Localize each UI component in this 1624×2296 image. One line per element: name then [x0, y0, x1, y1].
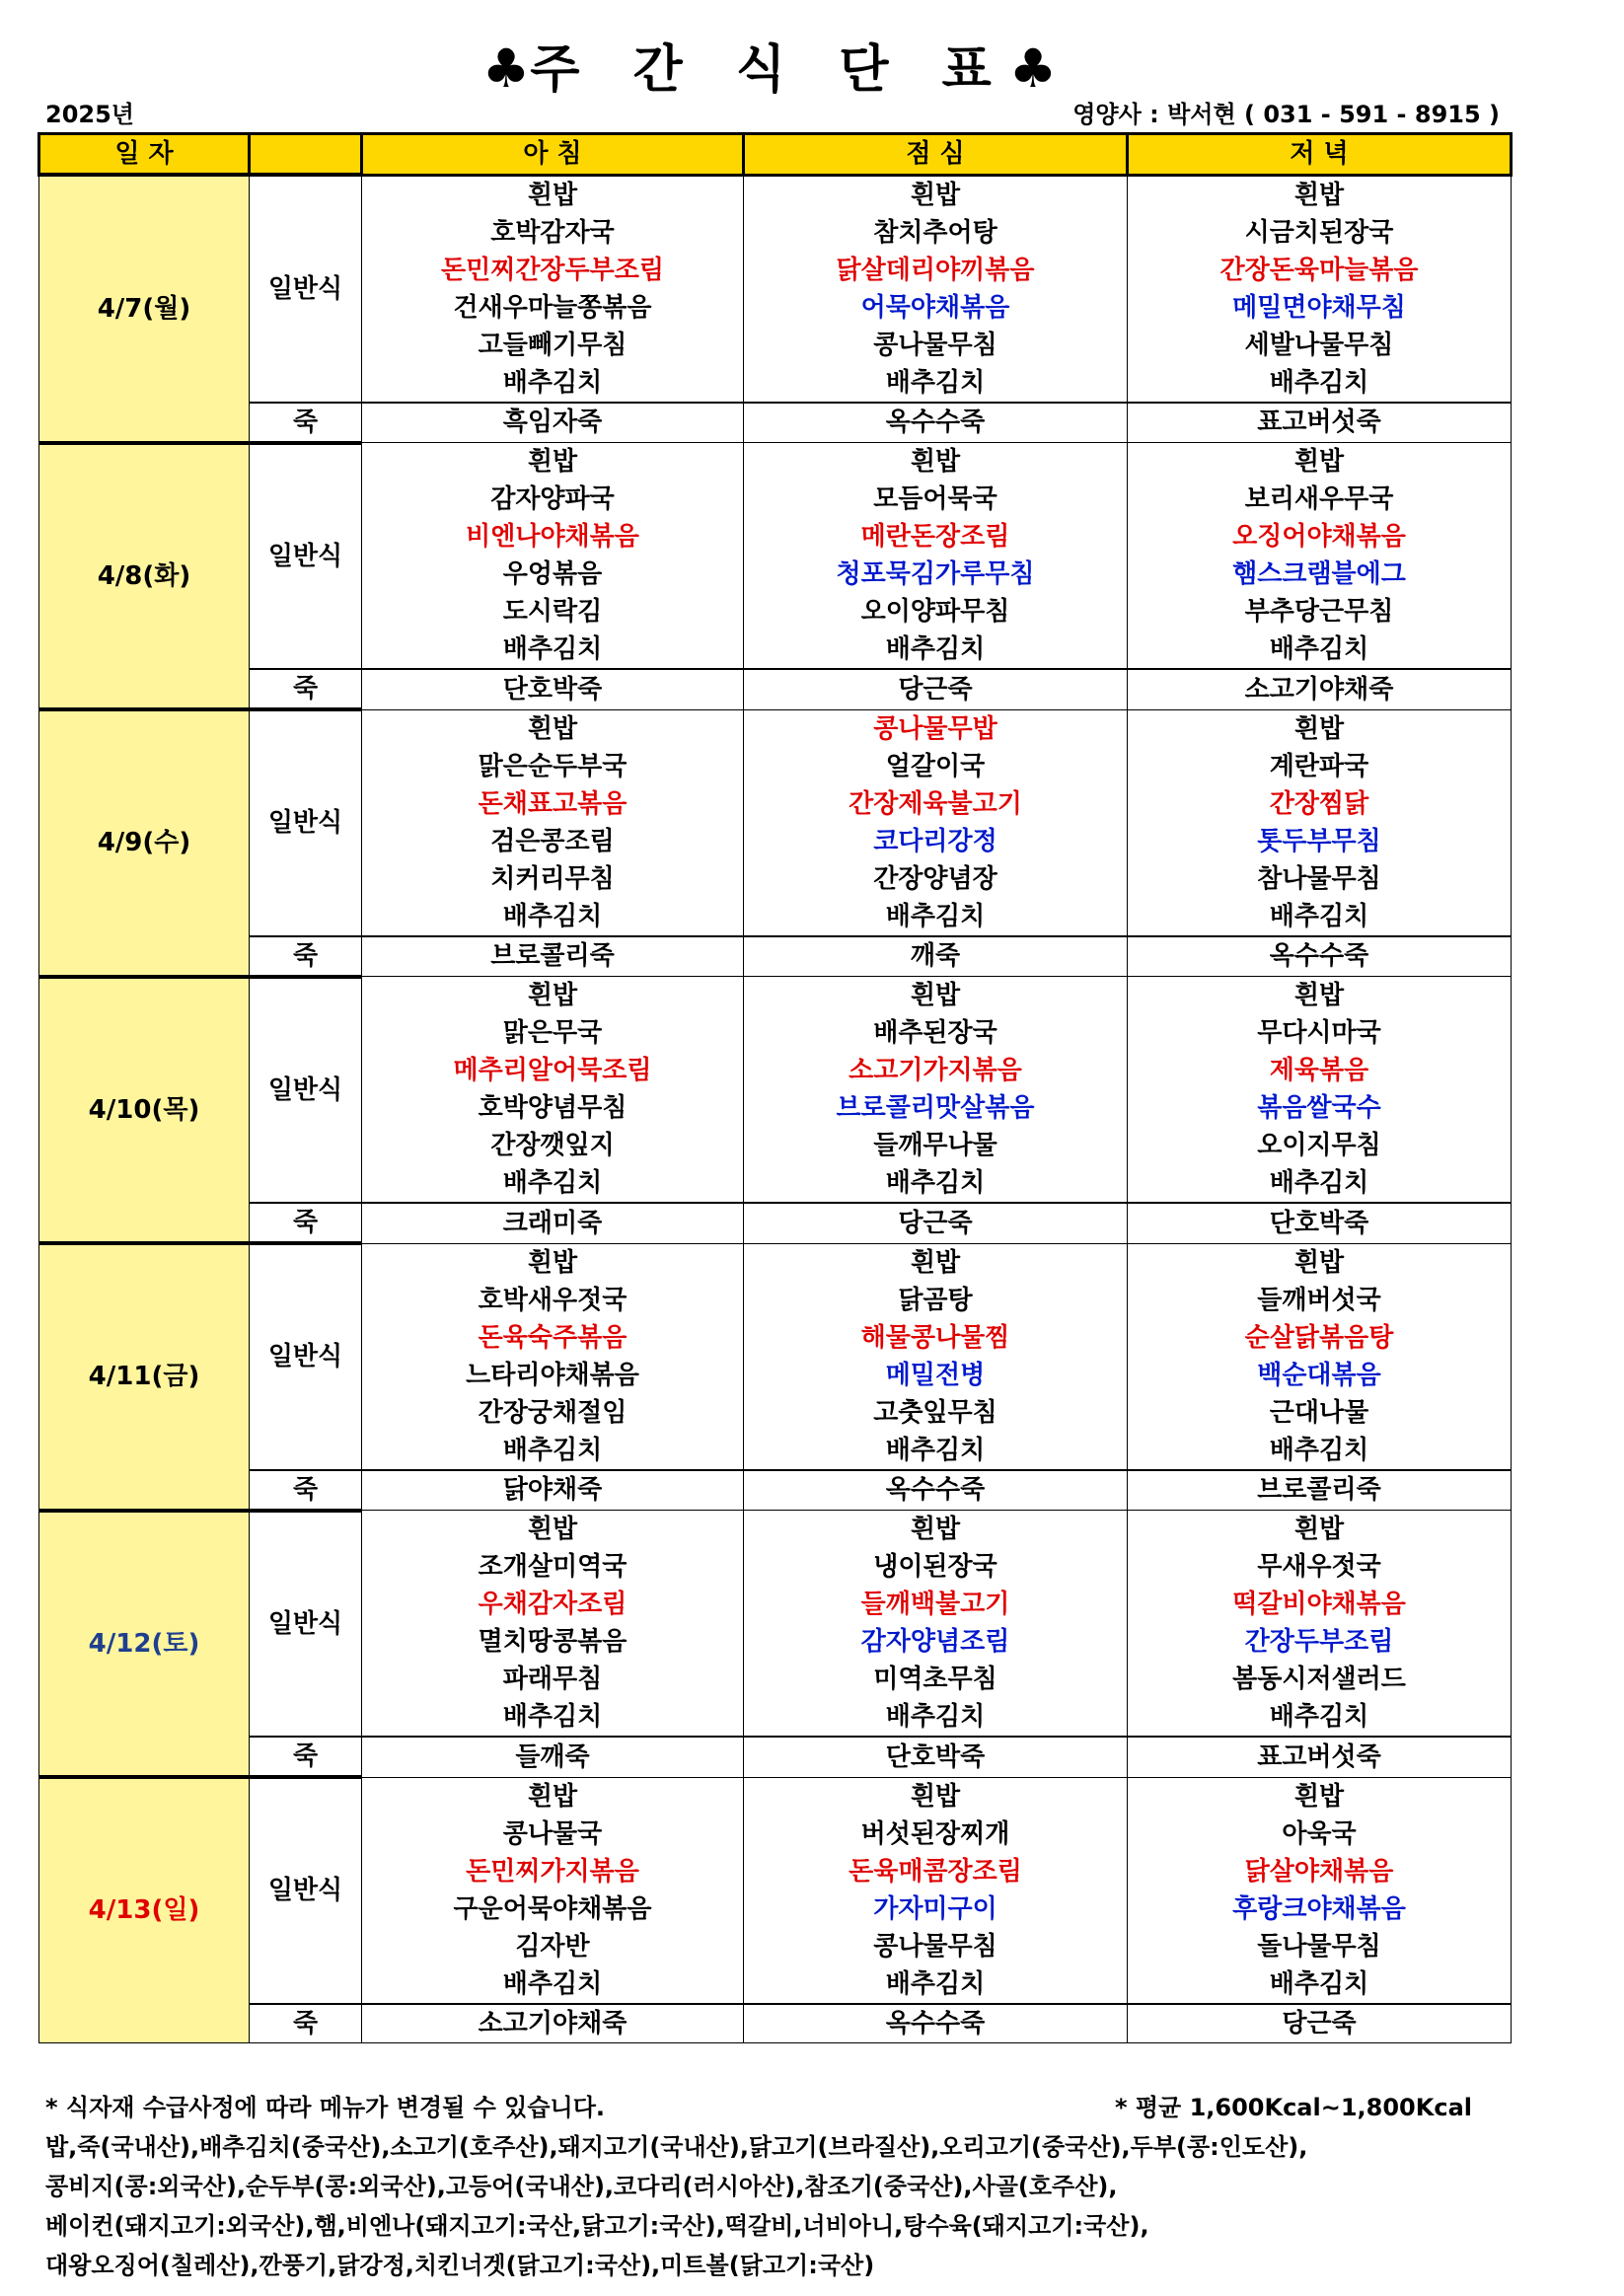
lunch-dish: 배추김치	[744, 630, 1128, 669]
breakfast-dish: 배추김치	[362, 898, 744, 936]
dinner-dish: 볶음쌀국수	[1128, 1089, 1512, 1127]
meal-type-general: 일반식	[250, 709, 362, 936]
origin-line: 밥,죽(국내산),배추김치(중국산),소고기(호주산),돼지고기(국내산),닭고기(브라질산),오리고기(중국산),두부(콩:인도산),	[45, 2133, 1308, 2161]
breakfast-dish: 김자반	[362, 1928, 744, 1965]
dinner-porridge: 표고버섯죽	[1128, 1737, 1512, 1777]
breakfast-dish: 흰밥	[362, 443, 744, 481]
breakfast-dish: 배추김치	[362, 1432, 744, 1470]
lunch-dish: 배추김치	[744, 1164, 1128, 1203]
breakfast-dish: 검은콩조림	[362, 823, 744, 860]
lunch-dish: 어묵야채볶음	[744, 289, 1128, 327]
lunch-dish: 닭살데리야끼볶음	[744, 252, 1128, 289]
lunch-dish: 배추김치	[744, 364, 1128, 403]
origin-line: 베이컨(돼지고기:외국산),햄,비엔나(돼지고기:국산,닭고기:국산),떡갈비,너비아니,탕수육(돼지고기:국산),	[45, 2212, 1149, 2240]
lunch-dish: 청포묵김가루무침	[744, 555, 1128, 593]
lunch-dish: 오이양파무침	[744, 593, 1128, 630]
dinner-dish: 시금치된장국	[1128, 214, 1512, 252]
lunch-dish: 콩나물무침	[744, 1928, 1128, 1965]
dinner-dish: 흰밥	[1128, 977, 1512, 1015]
dinner-dish: 간장찜닭	[1128, 785, 1512, 823]
breakfast-dish: 건새우마늘쫑볶음	[362, 289, 744, 327]
dinner-dish: 후랑크야채볶음	[1128, 1890, 1512, 1928]
lunch-dish: 냉이된장국	[744, 1548, 1128, 1586]
page-title	[0, 28, 1539, 102]
meal-type-porridge: 죽	[250, 669, 362, 709]
breakfast-porridge: 닭야채죽	[362, 1470, 744, 1511]
dinner-dish: 오징어야채볶음	[1128, 518, 1512, 555]
breakfast-dish: 흰밥	[362, 1243, 744, 1282]
meal-type-general: 일반식	[250, 1511, 362, 1738]
breakfast-dish: 배추김치	[362, 1965, 744, 2004]
breakfast-dish: 메추리알어묵조림	[362, 1052, 744, 1089]
lunch-dish: 참치추어탕	[744, 214, 1128, 252]
dinner-dish: 제육볶음	[1128, 1052, 1512, 1089]
lunch-dish: 배추된장국	[744, 1014, 1128, 1052]
day-date: 4/10(목)	[39, 977, 250, 1244]
meal-type-porridge: 죽	[250, 1737, 362, 1777]
header-type	[250, 134, 362, 176]
breakfast-dish: 조개살미역국	[362, 1548, 744, 1586]
dinner-dish: 흰밥	[1128, 1511, 1512, 1549]
breakfast-porridge: 들깨죽	[362, 1737, 744, 1777]
dinner-dish: 돌나물무침	[1128, 1928, 1512, 1965]
breakfast-porridge: 크래미죽	[362, 1203, 744, 1243]
menu-row	[39, 709, 1512, 748]
breakfast-dish: 돈채표고볶음	[362, 785, 744, 823]
dinner-dish: 세발나물무침	[1128, 327, 1512, 364]
breakfast-dish: 배추김치	[362, 630, 744, 669]
breakfast-dish: 호박양념무침	[362, 1089, 744, 1127]
lunch-porridge: 당근죽	[744, 1203, 1128, 1243]
dinner-dish: 배추김치	[1128, 630, 1512, 669]
breakfast-dish: 흰밥	[362, 977, 744, 1015]
porridge-row	[39, 669, 1512, 709]
breakfast-dish: 콩나물국	[362, 1815, 744, 1853]
lunch-dish: 흰밥	[744, 175, 1128, 214]
dinner-dish: 봄동시저샐러드	[1128, 1661, 1512, 1698]
dinner-dish: 배추김치	[1128, 1698, 1512, 1737]
meal-type-general: 일반식	[250, 977, 362, 1204]
club-icon: ♣	[1008, 37, 1058, 100]
dinner-dish: 흰밥	[1128, 1243, 1512, 1282]
porridge-row	[39, 1470, 1512, 1511]
lunch-dish: 배추김치	[744, 1965, 1128, 2004]
breakfast-dish: 간장궁채절임	[362, 1394, 744, 1432]
meal-type-porridge: 죽	[250, 403, 362, 443]
dinner-dish: 햄스크램블에그	[1128, 555, 1512, 593]
lunch-dish: 흰밥	[744, 443, 1128, 481]
meal-type-porridge: 죽	[250, 936, 362, 977]
dinner-dish: 배추김치	[1128, 364, 1512, 403]
lunch-dish: 흰밥	[744, 977, 1128, 1015]
menu-row	[39, 1511, 1512, 1549]
header-lunch: 점 심	[744, 134, 1128, 176]
dinner-dish: 배추김치	[1128, 1432, 1512, 1470]
lunch-dish: 흰밥	[744, 1511, 1128, 1549]
notice-row	[45, 2088, 1472, 2127]
notes-section	[45, 2088, 1585, 2285]
breakfast-dish: 호박새우젓국	[362, 1282, 744, 1319]
breakfast-dish: 간장깻잎지	[362, 1127, 744, 1164]
meal-type-porridge: 죽	[250, 1470, 362, 1511]
dinner-porridge: 단호박죽	[1128, 1203, 1512, 1243]
lunch-dish: 메밀전병	[744, 1357, 1128, 1394]
meal-type-general: 일반식	[250, 443, 362, 670]
header-row	[39, 134, 1512, 176]
breakfast-dish: 도시락김	[362, 593, 744, 630]
dinner-porridge: 옥수수죽	[1128, 936, 1512, 977]
dinner-dish: 참나물무침	[1128, 860, 1512, 898]
menu-body	[39, 175, 1512, 2042]
menu-row	[39, 443, 1512, 481]
year-label: 2025년	[45, 101, 134, 128]
dinner-dish: 들깨버섯국	[1128, 1282, 1512, 1319]
dinner-dish: 메밀면야채무침	[1128, 289, 1512, 327]
lunch-dish: 메란돈장조림	[744, 518, 1128, 555]
lunch-dish: 코다리강정	[744, 823, 1128, 860]
lunch-dish: 콩나물무침	[744, 327, 1128, 364]
porridge-row	[39, 936, 1512, 977]
breakfast-dish: 감자양파국	[362, 481, 744, 518]
dinner-porridge: 소고기야채죽	[1128, 669, 1512, 709]
porridge-row	[39, 1203, 1512, 1243]
porridge-row	[39, 2004, 1512, 2043]
lunch-porridge: 깨죽	[744, 936, 1128, 977]
menu-row	[39, 977, 1512, 1015]
dinner-dish: 흰밥	[1128, 443, 1512, 481]
lunch-dish: 소고기가지볶음	[744, 1052, 1128, 1089]
dinner-dish: 백순대볶음	[1128, 1357, 1512, 1394]
breakfast-dish: 우엉볶음	[362, 555, 744, 593]
lunch-dish: 돈육매콤장조림	[744, 1853, 1128, 1890]
day-date: 4/11(금)	[39, 1243, 250, 1511]
day-date: 4/8(화)	[39, 443, 250, 710]
lunch-dish: 콩나물무밥	[744, 709, 1128, 748]
dinner-dish: 순살닭볶음탕	[1128, 1319, 1512, 1357]
breakfast-dish: 돈육숙주볶음	[362, 1319, 744, 1357]
breakfast-dish: 배추김치	[362, 364, 744, 403]
dinner-dish: 아욱국	[1128, 1815, 1512, 1853]
day-date: 4/9(수)	[39, 709, 250, 977]
day-date: 4/13(일)	[39, 1777, 250, 2042]
dinner-dish: 무다시마국	[1128, 1014, 1512, 1052]
breakfast-porridge: 브로콜리죽	[362, 936, 744, 977]
dinner-dish: 근대나물	[1128, 1394, 1512, 1432]
dinner-porridge: 표고버섯죽	[1128, 403, 1512, 443]
change-notice: * 식자재 수급사정에 따라 메뉴가 변경될 수 있습니다.	[45, 2094, 606, 2121]
breakfast-dish: 돈민찌가지볶음	[362, 1853, 744, 1890]
meal-type-general: 일반식	[250, 1777, 362, 2004]
breakfast-dish: 느타리야채볶음	[362, 1357, 744, 1394]
menu-row	[39, 1777, 1512, 1815]
origin-line: 대왕오징어(칠레산),깐풍기,닭강정,치킨너겟(닭고기:국산),미트볼(닭고기:국산)	[45, 2252, 875, 2279]
breakfast-dish: 흰밥	[362, 1777, 744, 1815]
lunch-dish: 흰밥	[744, 1777, 1128, 1815]
lunch-dish: 얼갈이국	[744, 748, 1128, 785]
origin-line: 콩비지(콩:외국산),순두부(콩:외국산),고등어(국내산),코다리(러시아산),참조기(중국산),사골(호주산),	[45, 2173, 1118, 2200]
dinner-dish: 부추당근무침	[1128, 593, 1512, 630]
dinner-dish: 보리새우무국	[1128, 481, 1512, 518]
header-breakfast: 아 침	[362, 134, 744, 176]
lunch-dish: 해물콩나물찜	[744, 1319, 1128, 1357]
breakfast-dish: 배추김치	[362, 1698, 744, 1737]
header-dinner: 저 녁	[1128, 134, 1512, 176]
breakfast-dish: 구운어묵야채볶음	[362, 1890, 744, 1928]
dinner-dish: 흰밥	[1128, 1777, 1512, 1815]
dinner-dish: 계란파국	[1128, 748, 1512, 785]
dinner-dish: 배추김치	[1128, 1164, 1512, 1203]
meal-type-general: 일반식	[250, 1243, 362, 1470]
breakfast-porridge: 단호박죽	[362, 669, 744, 709]
breakfast-dish: 흰밥	[362, 175, 744, 214]
club-icon: ♣	[481, 37, 531, 100]
title-text: 주 간 식 단 표	[530, 40, 1009, 100]
lunch-dish: 간장제육불고기	[744, 785, 1128, 823]
breakfast-dish: 배추김치	[362, 1164, 744, 1203]
breakfast-dish: 흰밥	[362, 1511, 744, 1549]
dinner-dish: 닭살야채볶음	[1128, 1853, 1512, 1890]
calorie-notice: * 평균 1,600Kcal~1,800Kcal	[1114, 2094, 1472, 2121]
lunch-dish: 들깨무나물	[744, 1127, 1128, 1164]
lunch-porridge: 단호박죽	[744, 1737, 1128, 1777]
menu-table	[37, 132, 1513, 2043]
breakfast-porridge: 소고기야채죽	[362, 2004, 744, 2043]
dinner-dish: 흰밥	[1128, 175, 1512, 214]
dinner-dish: 톳두부무침	[1128, 823, 1512, 860]
meal-type-porridge: 죽	[250, 2004, 362, 2043]
dinner-porridge: 브로콜리죽	[1128, 1470, 1512, 1511]
lunch-porridge: 옥수수죽	[744, 403, 1128, 443]
menu-row	[39, 1243, 1512, 1282]
breakfast-dish: 치커리무침	[362, 860, 744, 898]
day-date: 4/7(월)	[39, 175, 250, 443]
breakfast-dish: 맑은무국	[362, 1014, 744, 1052]
dinner-dish: 흰밥	[1128, 709, 1512, 748]
day-date: 4/12(토)	[39, 1511, 250, 1778]
lunch-dish: 닭곰탕	[744, 1282, 1128, 1319]
header-date: 일 자	[39, 134, 250, 176]
dinner-porridge: 당근죽	[1128, 2004, 1512, 2043]
breakfast-dish: 비엔나야채볶음	[362, 518, 744, 555]
meal-type-general: 일반식	[250, 175, 362, 403]
breakfast-dish: 맑은순두부국	[362, 748, 744, 785]
lunch-dish: 감자양념조림	[744, 1623, 1128, 1661]
menu-row	[39, 175, 1512, 214]
dinner-dish: 무새우젓국	[1128, 1548, 1512, 1586]
lunch-dish: 미역초무침	[744, 1661, 1128, 1698]
breakfast-dish: 우채감자조림	[362, 1586, 744, 1623]
dinner-dish: 배추김치	[1128, 1965, 1512, 2004]
breakfast-dish: 파래무침	[362, 1661, 744, 1698]
dinner-dish: 간장돈육마늘볶음	[1128, 252, 1512, 289]
lunch-dish: 브로콜리맛살볶음	[744, 1089, 1128, 1127]
lunch-dish: 흰밥	[744, 1243, 1128, 1282]
lunch-dish: 배추김치	[744, 898, 1128, 936]
breakfast-dish: 호박감자국	[362, 214, 744, 252]
breakfast-dish: 멸치땅콩볶음	[362, 1623, 744, 1661]
lunch-porridge: 옥수수죽	[744, 2004, 1128, 2043]
dinner-dish: 간장두부조림	[1128, 1623, 1512, 1661]
porridge-row	[39, 1737, 1512, 1777]
lunch-dish: 모듬어묵국	[744, 481, 1128, 518]
meal-type-porridge: 죽	[250, 1203, 362, 1243]
dinner-dish: 떡갈비야채볶음	[1128, 1586, 1512, 1623]
lunch-dish: 버섯된장찌개	[744, 1815, 1128, 1853]
dinner-dish: 배추김치	[1128, 898, 1512, 936]
lunch-dish: 들깨백불고기	[744, 1586, 1128, 1623]
dietitian-info: 영양사 : 박서현 ( 031 - 591 - 8915 )	[1072, 101, 1500, 128]
lunch-porridge: 옥수수죽	[744, 1470, 1128, 1511]
lunch-porridge: 당근죽	[744, 669, 1128, 709]
lunch-dish: 배추김치	[744, 1698, 1128, 1737]
breakfast-dish: 고들빼기무침	[362, 327, 744, 364]
breakfast-dish: 돈민찌간장두부조림	[362, 252, 744, 289]
porridge-row	[39, 403, 1512, 443]
dinner-dish: 오이지무침	[1128, 1127, 1512, 1164]
breakfast-dish: 흰밥	[362, 709, 744, 748]
lunch-dish: 간장양념장	[744, 860, 1128, 898]
breakfast-porridge: 흑임자죽	[362, 403, 744, 443]
lunch-dish: 배추김치	[744, 1432, 1128, 1470]
lunch-dish: 고춧잎무침	[744, 1394, 1128, 1432]
lunch-dish: 가자미구이	[744, 1890, 1128, 1928]
